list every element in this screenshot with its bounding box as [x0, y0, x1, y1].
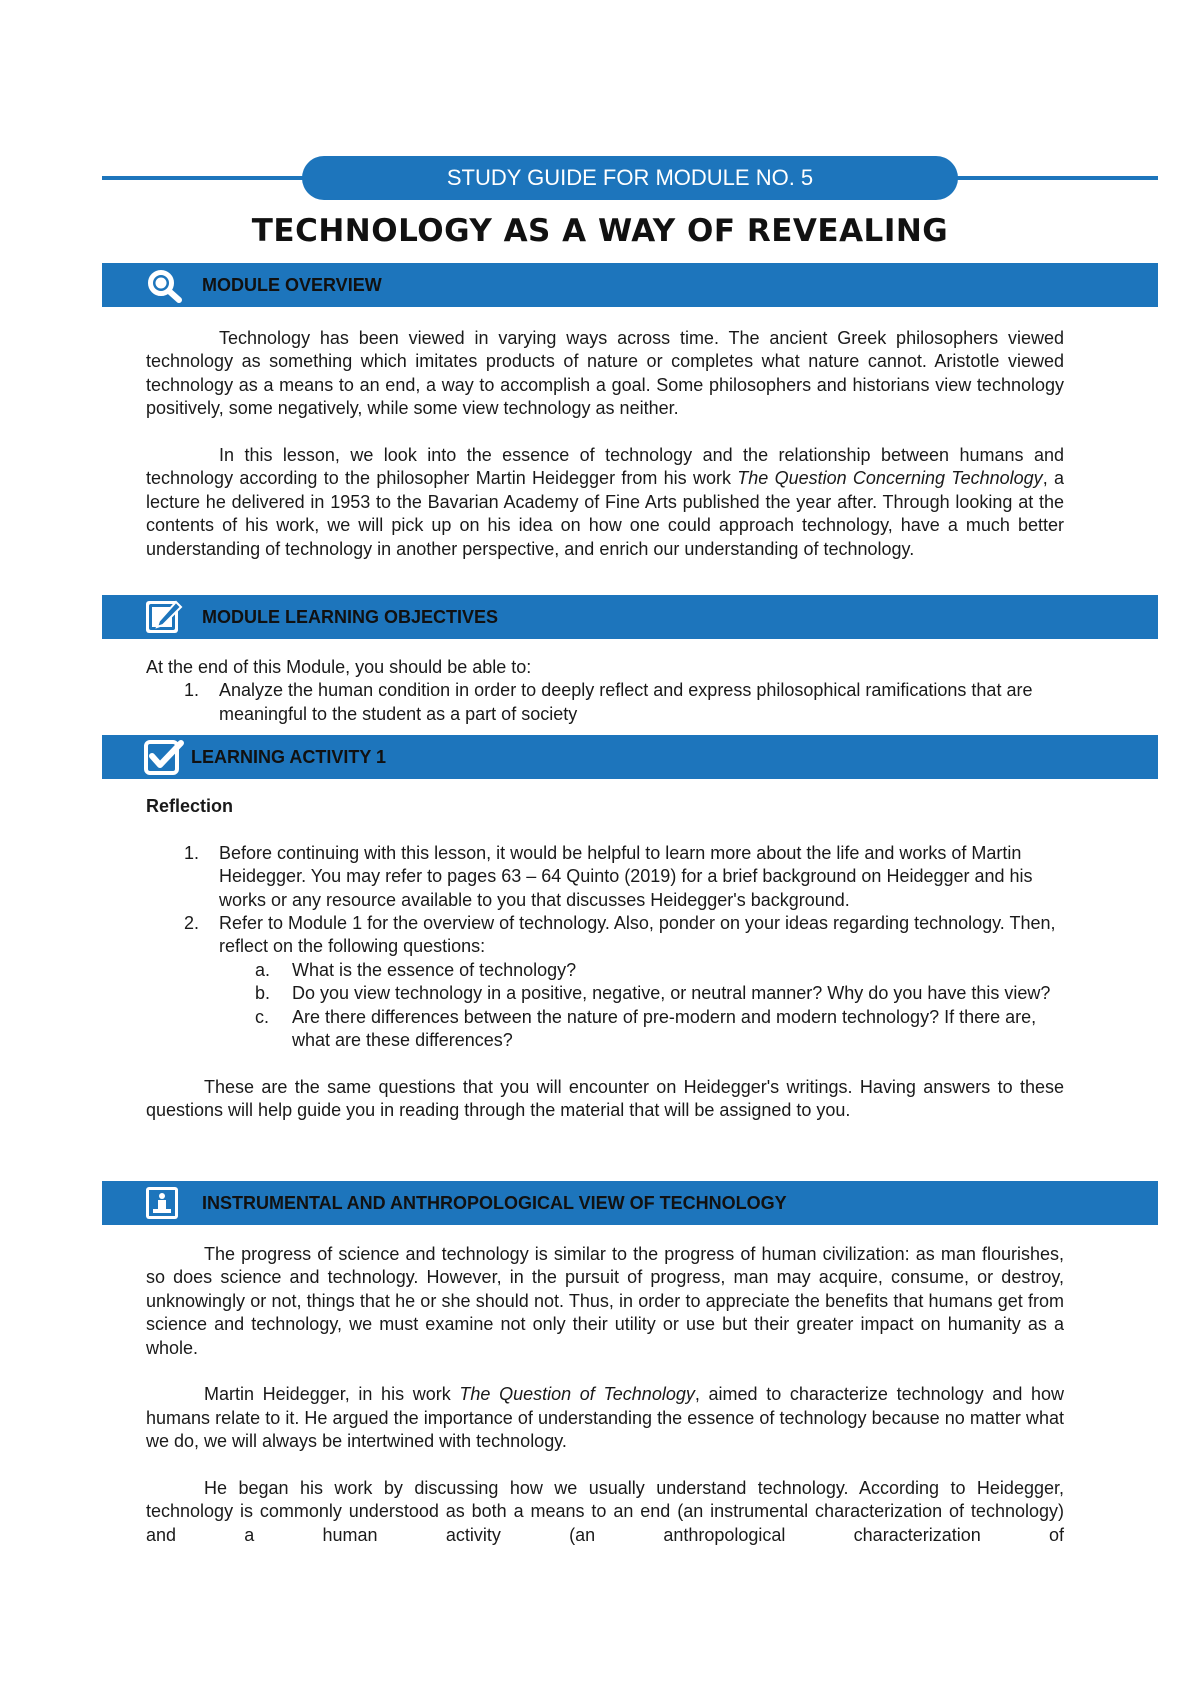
checkbox-icon — [144, 739, 184, 775]
list-item: 2. Refer to Module 1 for the overview of technology. Also, ponder on your ideas regarding technology. Then, reflect on the following questions: a. What is the essence of technology? b. Do you view technology in a positive, negative, or neutral manner? Why do you have this view? c. Are there differences between the nature of pre-modern and modern technology? If there are, what are these differences? — [146, 912, 1064, 1052]
overview-body — [146, 327, 1064, 561]
section-header-learning-activity — [102, 735, 1158, 779]
instrumental-paragraph-1: The progress of science and technology is similar to the progress of human civilization: as man flourishes, so does science and technology. However, in the pursuit of progress, man may acquire, consume, or destroy, unknowingly or not, things that he or she should not. Thus, in order to appreciate the benefits that humans get from science and technology, we must examine not only their utility or use but their greater impact on humanity as a whole. — [146, 1244, 1064, 1358]
magnifier-icon — [144, 267, 184, 303]
section-title: MODULE OVERVIEW — [202, 275, 382, 295]
activity-closing: These are the same questions that you will encounter on Heidegger's writings. Having answers to these questions will help guide you in reading through the material that will be assigned to you. — [146, 1076, 1064, 1121]
objectives-list — [146, 679, 1064, 726]
list-item: a. What is the essence of technology? — [255, 959, 577, 980]
section-header-instrumental-view — [102, 1181, 1158, 1225]
reflection-questions — [219, 959, 1064, 1053]
section-header-module-overview — [102, 263, 1158, 307]
list-item: c. Are there differences between the nature of pre-modern and modern technology? If there are, what are these differences? — [255, 1006, 1037, 1051]
activity-list — [146, 842, 1064, 1053]
overview-paragraph-2: In this lesson, we look into the essence of technology and the relationship between humans and technology according to the philosopher Martin Heidegger from his work The Question Concerning Technology, a lecture he delivered in 1953 to the Bavarian Academy of Fine Arts published the year after. Through looking at the contents of his work, we will pick up on his idea on how one could approach technology, have a much better understanding of technology in another perspective, and enrich our understanding of technology. — [146, 445, 1064, 559]
work-title: The Question of Technology — [459, 1384, 695, 1405]
section-title: MODULE LEARNING OBJECTIVES — [202, 607, 499, 627]
overview-paragraph-1: Technology has been viewed in varying ways across time. The ancient Greek philosophers viewed technology as something which imitates products of nature or completes what nature cannot. Aristotle viewed technology as a means to an end, a way to accomplish a goal. Some philosophers and historians view technology positively, some negatively, while some view technology as neither. — [146, 328, 1064, 419]
section-title: INSTRUMENTAL AND ANTHROPOLOGICAL VIEW OF TECHNOLOGY — [202, 1193, 787, 1213]
section-title: LEARNING ACTIVITY 1 — [191, 747, 387, 767]
section-header-learning-objectives — [102, 595, 1158, 639]
list-item: b. Do you view technology in a positive, negative, or neutral manner? Why do you have this view? — [255, 983, 1051, 1004]
list-item: 1. Before continuing with this lesson, it would be helpful to learn more about the life and works of Martin Heidegger. You may refer to pages 63 – 64 Quinto (2019) for a brief background on Heidegger and his works or any resource available to you that discusses Heidegger's background. — [184, 842, 1033, 910]
activity-body — [146, 795, 1064, 1123]
reading-person-icon — [144, 1185, 184, 1221]
list-item: 1. Analyze the human condition in order to deeply reflect and express philosophical ramifications that are meaningful to the student as a part of society — [184, 680, 1033, 724]
objectives-body — [146, 656, 1064, 726]
instrumental-paragraph-2: Martin Heidegger, in his work The Question of Technology, aimed to characterize technology and how humans relate to it. He argued the importance of understanding the essence of technology because no matter what we do, we will always be intertwined with technology. — [146, 1384, 1065, 1452]
instrumental-body — [146, 1243, 1064, 1547]
banner-label: STUDY GUIDE FOR MODULE NO. 5 — [302, 156, 958, 200]
work-title: The Question Concerning Technology — [737, 468, 1043, 489]
page-title: TECHNOLOGY AS A WAY OF REVEALING — [251, 213, 949, 249]
module-banner — [102, 156, 1158, 202]
instrumental-paragraph-3: He began his work by discussing how we usually understand technology. According to Heidegger, technology is commonly understood as both a means to an end (an instrumental characterization of technology) and a human activity (an anthropological characterization of — [146, 1478, 1064, 1545]
activity-subheading: Reflection — [146, 796, 234, 816]
objectives-intro: At the end of this Module, you should be able to: — [146, 657, 532, 677]
pencil-edit-icon — [144, 599, 184, 635]
